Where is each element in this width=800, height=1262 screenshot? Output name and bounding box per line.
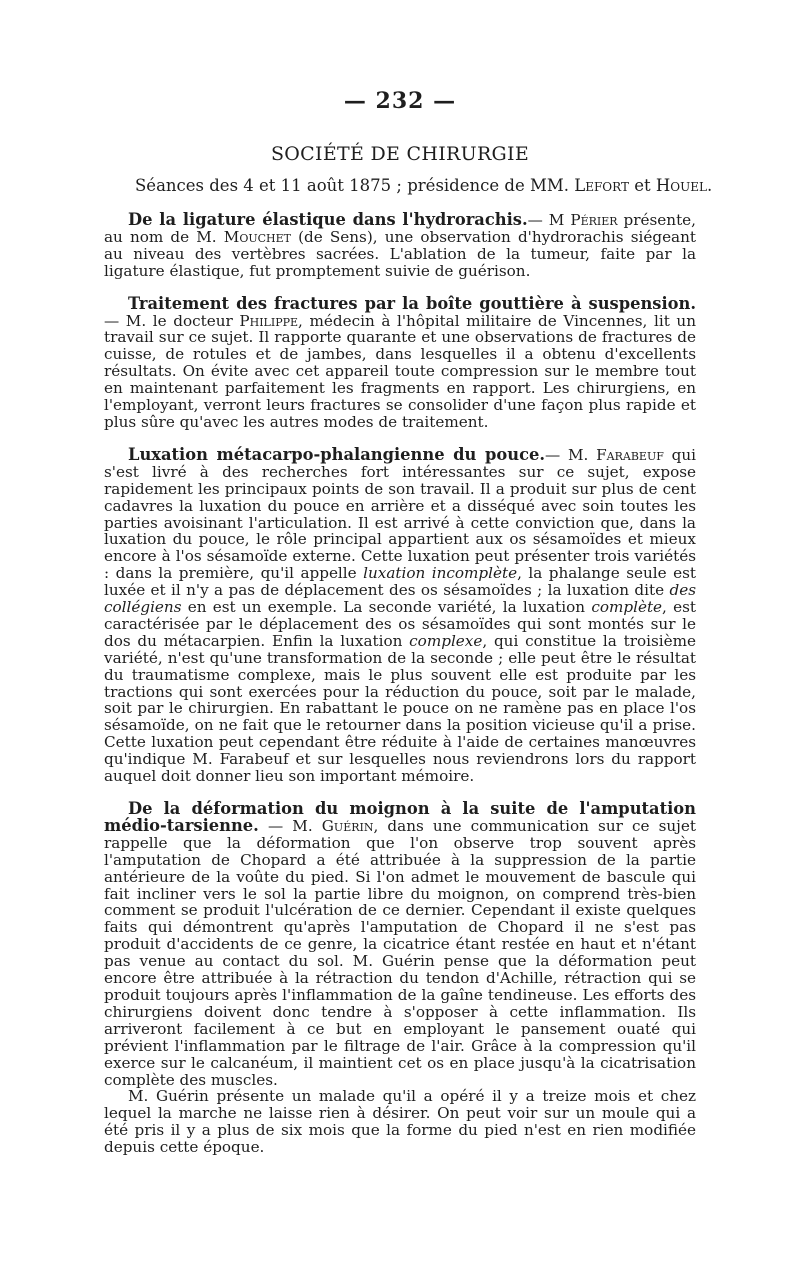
author-name: Mouchet — [223, 227, 291, 246]
italic-term: des collégiens — [104, 581, 696, 617]
article-dash: — M. — [258, 816, 322, 835]
article-text: (de Sens), une observation d'hydrorachis siégeant au niveau des vertèbres sacrées. L'ablation de la tumeur, faite par la ligature élastique, fut promptement suivie de guérison. — [104, 227, 697, 280]
session-suffix: . — [706, 176, 713, 195]
session-line — [135, 176, 713, 195]
article-moignon-continuation: M. Guérin présente un malade qu'il a opéré il y a treize mois et chez lequel la marche ne laisse rien à désirer. On peut voir sur un moule qui a été pris il y a plus de six mois que la forme du pied n'est en rien modifiée depuis cette époque. — [104, 1087, 696, 1157]
article-moignon — [104, 801, 696, 1088]
article-text: , qui constitue la troisième variété, n'est qu'une transformation de la seconde ; elle peut être le résultat du traumatisme complexe, mais le plus souvent elle est produite par les tractions qui sont exercées pour la réduction du pouce, soit par le malade, soit par le chirurgien. En rabattant le pouce on ne ramène pas en place l'os sésamoïde, on ne fait que le retourner dans la position vicieuse qu'il a prise. Cette luxation peut cependant être réduite à l'aide de certaines manœuvres qu'indique M. Farabeuf et sur lesquelles nous reviendrons lors du rapport auquel doit donner lieu son important mémoire. — [104, 631, 696, 786]
article-text: présente, au nom de M. — [104, 211, 696, 246]
president-lefort: Lefort — [574, 176, 629, 195]
author-name: Farabeuf — [596, 445, 664, 464]
author-name: Philippe — [239, 311, 299, 330]
article-title: De la déformation du moignon à la suite de l'amputation médio-tarsienne. — [104, 799, 696, 835]
article-text: , est caractérisée par le déplacement des os sésamoïdes qui sont montés sur le dos du métacarpien. Enfin la luxation — [104, 598, 697, 650]
article-luxation — [104, 444, 697, 786]
article-dash: — M — [527, 211, 571, 229]
society-heading: SOCIÉTÉ DE CHIRURGIE — [270, 143, 530, 165]
president-houel: Houel — [655, 176, 707, 195]
article-text: en est un exemple. La seconde variété, la luxation — [181, 598, 592, 617]
italic-term: complète — [591, 598, 663, 617]
article-fractures — [104, 293, 696, 431]
article-title: Traitement des fractures par la boîte gouttière à suspension. — [128, 293, 696, 313]
article-body — [104, 212, 696, 1172]
author-name: Guérin — [321, 816, 374, 835]
session-and: et — [628, 176, 656, 195]
article-text: , la phalange seule est luxée et il n'y a pas de déplacement des os sésamoïdes ; la luxation dite — [104, 564, 696, 600]
article-hydrorachis — [104, 212, 696, 280]
article-dash: — M. — [545, 445, 597, 464]
italic-term: luxation incomplète — [363, 564, 518, 583]
page-number: — 232 — — [343, 88, 457, 114]
article-dash: — M. le docteur — [104, 311, 240, 330]
article-title: Luxation métacarpo-phalangienne du pouce. — [128, 444, 546, 464]
article-title: De la ligature élastique dans l'hydrorachis. — [128, 210, 528, 229]
article-text: , médecin à l'hôpital militaire de Vincennes, lit un travail sur ce sujet. Il rapporte quarante et une observations de fractures de cuisse, de rotules et de jambes, dans lesquelles il a obtenu d'excellents résultats. On évite avec cet appareil toute compression sur le membre tout en maintenant parfaitement les fragments en rapport. Les chirurgiens, en l'employant, verront leurs fractures se consolider d'une façon plus rapide et plus sûre qu'avec les autres modes de traitement. — [104, 311, 696, 431]
author-name: Périer — [570, 211, 618, 229]
session-prefix: Séances des 4 et 11 août 1875 ; présidence de MM. — [135, 176, 575, 195]
article-text: , dans une communication sur ce sujet rappelle que la déformation que l'on observe trop souvent après l'amputation de Chopard a été attribuée à la suppression de la partie antérieure de la voûte du pied. Si l'on admet le mouvement de bascule qui fait incliner vers le sol la partie libre du moignon, on comprend très-bien comment se produit l'ulcération de ce dernier. Cependant il existe quelques faits qui démontrent qu'après l'amputation de Chopard il ne s'est pas produit d'accidents de ce genre, la cicatrice étant restée en haut et n'étant pas venue au contact du sol. M. Guérin pense que la déformation peut encore être attribuée à la rétraction du tendon d'Achille, rétraction qui se produit toujours après l'inflammation de la gaîne tendineuse. Les efforts des chirurgiens doivent donc tendre à s'opposer à cette inflammation. Ils arriveront facilement à ce but en employant le pansement ouaté qui prévient l'inflammation par le filtrage de l'air. Grâce à la compression qu'il exerce sur le calcanéum, il maintient cet os en place jusqu'à la cicatrisation complète des muscles. — [104, 816, 696, 1089]
article-text: qui s'est livré à des recherches fort intéressantes sur ce sujet, expose rapidement les principaux points de son travail. Il a produit sur plus de cent cadavres la luxation du pouce en arrière et a disséqué avec soin toutes les parties avoisinant l'articulation. Il est arrivé à cette conviction que, dans la luxation du pouce, le rôle principal appartient aux os sésamoïdes et mieux encore à l'os sésamoïde externe. Cette luxation peut présenter trois variétés : dans la première, qu'il appelle — [104, 445, 696, 583]
italic-term: complexe — [409, 631, 483, 650]
